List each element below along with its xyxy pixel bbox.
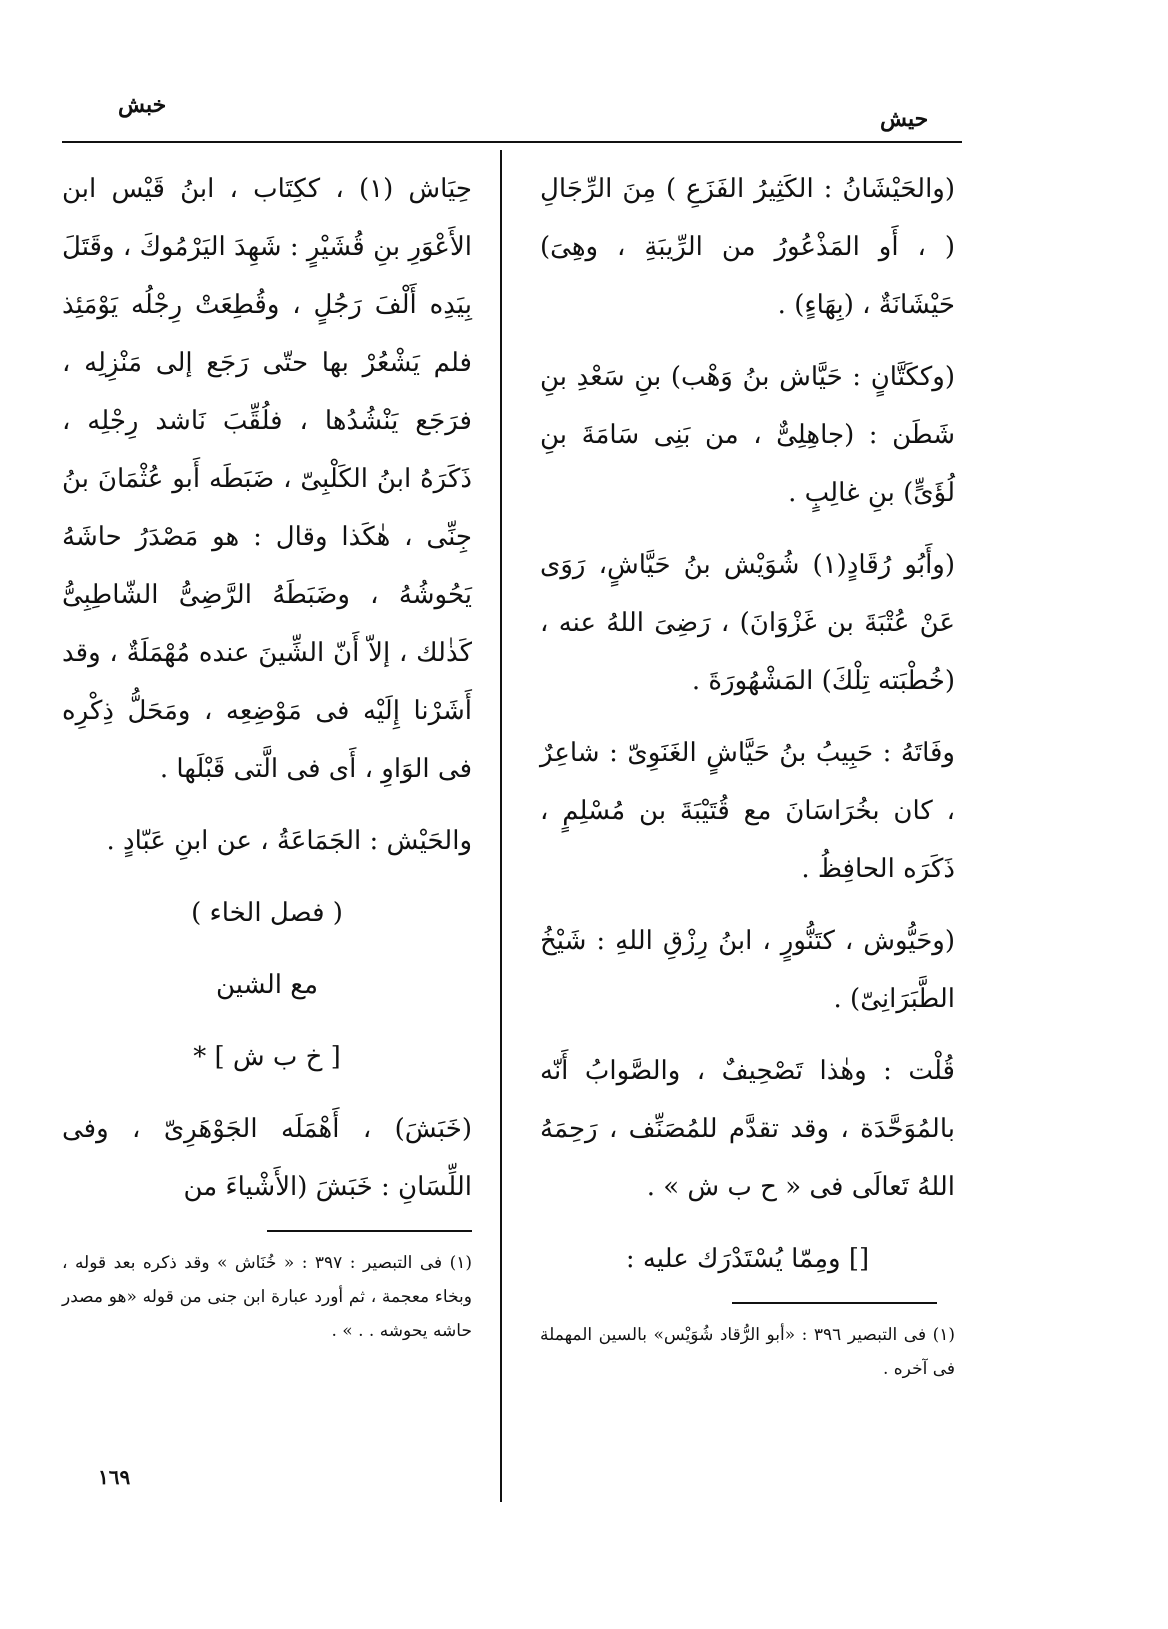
entry-paragraph: قُلْت : وهٰذا تَصْحِيفٌ ، والصَّوابُ أَنّه بالمُوَحَّدَة ، وقد تقدَّم للمُصَنِّف ، رَحِمَهُ اللهُ تَعالَى فى « ح ب ش » . — [540, 1056, 955, 1202]
entry-paragraph: والحَيْش : الجَمَاعَةُ ، عن ابنِ عَبّادٍ . — [106, 826, 472, 856]
column-divider — [500, 150, 502, 1502]
footnote-rule — [267, 1230, 472, 1232]
addendum-heading: [] ومِمّا يُسْتَدْرَك عليه : — [625, 1244, 870, 1274]
entry-paragraph: (خَبَشَ) ، أَهْمَلَه الجَوْهَرِىّ ، وفى اللِّسَانِ : خَبَشَ (الأَشْياءَ من — [62, 1114, 472, 1202]
entry-paragraph: (وحَيُّوش ، كتَنُّورٍ ، ابنُ رِزْقِ اللهِ : شَيْخُ الطَّبَرَانِىّ) . — [540, 926, 955, 1014]
page-number: ١٦٩ — [98, 1465, 131, 1489]
header-right-word: حيش — [880, 106, 929, 132]
left-column — [62, 160, 472, 1348]
entry-paragraph: (وأَبُو رُقَادٍ(١) شُوَيْش بنُ حَيَّاشٍ، رَوَى عَنْ عُتْبَةَ بن غَزْوَانَ) ، رَضِىَ اللهُ عنه ، (خُطْبَته تِلْكَ) المَشْهُورَةَ . — [540, 550, 956, 696]
entry-paragraph: (والحَيْشَانُ : الكَثِيرُ الفَزَعِ ) مِنَ الرِّجَالِ ( ، أَو المَذْعُورُ من الرِّيبَةِ ، وهِىَ) حَيْشَانَةٌ ، (بِهَاءٍ) . — [540, 174, 955, 320]
running-header — [0, 92, 1168, 132]
section-subheading: مع الشين — [215, 970, 318, 1000]
footnote: (١) فى التبصير ٣٩٦ : «أبو الرُّقاد شُوَيْس» بالسين المهملة فى آخره . — [540, 1325, 955, 1379]
entry-paragraph: وفَاتَهُ : حَبِيبُ بنُ حَيَّاشٍ الغَنَوِىّ : شاعِرٌ ، كان بخُرَاسَانَ مع قُتَيْبَةَ بن مُسْلِمٍ ، ذَكَرَه الحافِظُ . — [540, 738, 955, 884]
root-heading: [ خ ب ش ] * — [193, 1042, 341, 1072]
header-rule — [62, 141, 962, 143]
entry-paragraph: حِيَاش (١) ، ككِتَاب ، ابنُ قَيْس ابن الأَعْوَرِ بنِ قُشَيْرٍ : شَهِدَ اليَرْمُوكَ ، وقَتَلَ بِيَدِه أَلْفَ رَجُلٍ ، وقُطِعَتْ رِجْلُه يَوْمَئِذ فلم يَشْعُرْ بها حتّى رَجَع إلى مَنْزِلِه ، فرَجَع يَنْشُدُها ، فلُقِّبَ نَاشد رِجْلِه ، ذَكَرَهُ ابنُ الكَلْبِىّ ، ضَبَطَه أَبو عُثْمَانَ بنُ جِنِّى ، هٰكَذا وقال : هو مَصْدَرُ حاشَهُ يَحُوشُهُ ، وضَبَطَهُ الرَّضِىُّ الشّاطِبِىُّ كَذٰلك ، إلاّ أَنّ الشِّينَ عنده مُهْمَلَةٌ ، وقد أَشَرْنا إِلَيْه فى مَوْضِعِه ، ومَحَلُّ ذِكْرِه فى الوَاوِ ، أَى فى الَّتى قَبْلَها . — [62, 174, 472, 784]
right-column — [540, 160, 955, 1386]
footnote-rule — [732, 1302, 937, 1304]
entry-paragraph: (وككَتَّانٍ : حَيَّاش بنُ وَهْب) بنِ سَعْدِ بنِ شَطَن : (جاهِلِىٌّ ، من بَنِى سَامَةَ بنِ لُؤَىٍّ) بنِ غالِبٍ . — [540, 362, 955, 508]
section-heading: ( فصل الخاء ) — [191, 898, 343, 928]
header-left-word: خبش — [118, 92, 167, 118]
footnote: (١) فى التبصير : ٣٩٧ : « خُنَاش » وقد ذكره بعد قوله ، وبخاء معجمة ، ثم أورد عبارة ابن جنى من قوله «هو مصدر حاشه يحوشه . . » . — [62, 1253, 472, 1341]
